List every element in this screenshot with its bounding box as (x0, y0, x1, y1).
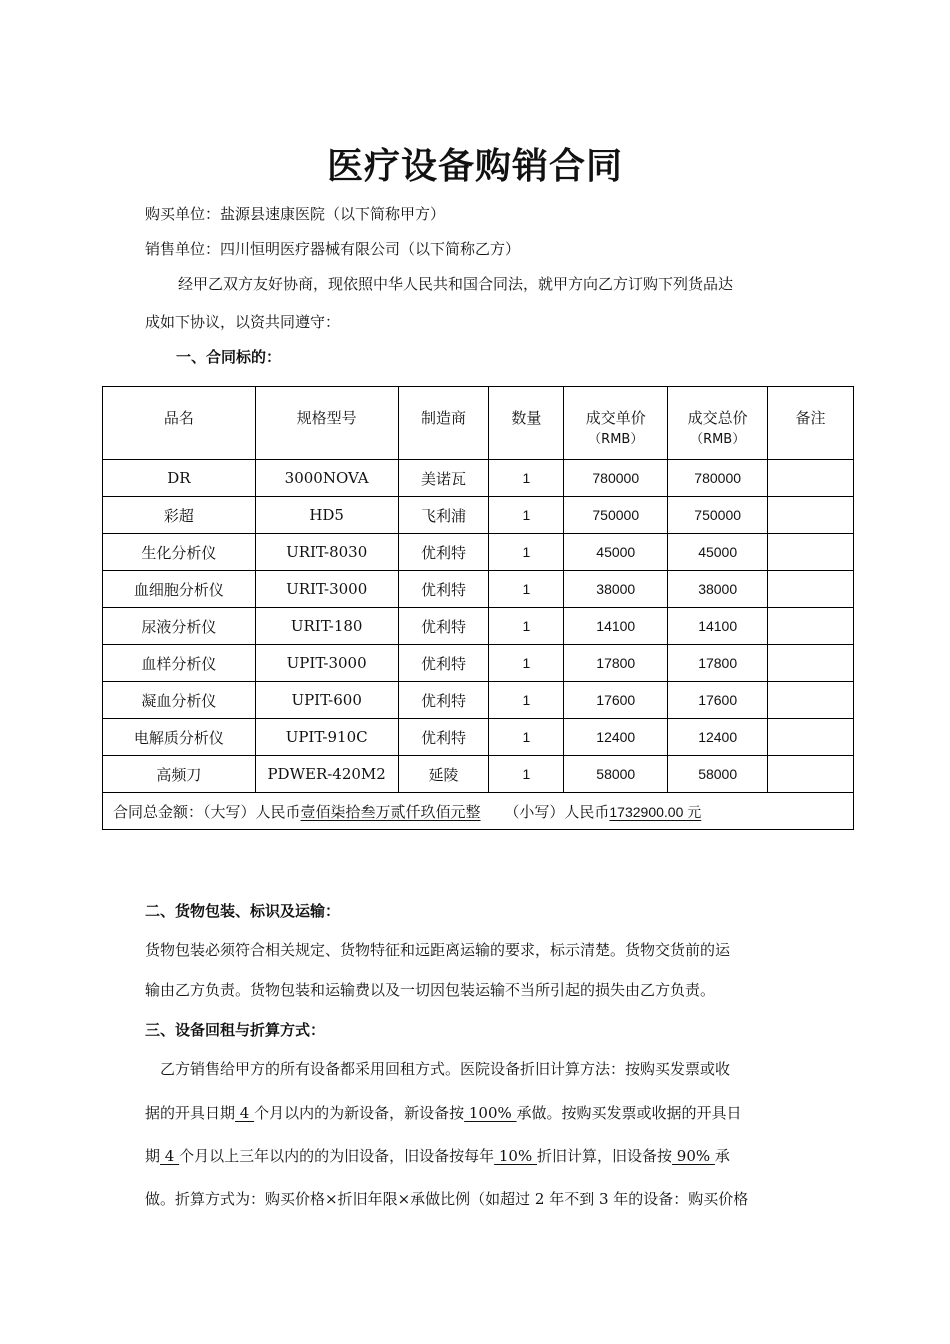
cell-model: URIT-3000 (255, 571, 398, 608)
intro-line-2: 成如下协议，以资共同遵守： (145, 313, 341, 331)
cell-remark (768, 645, 854, 682)
cell-remark (768, 756, 854, 793)
table-row (103, 719, 854, 756)
section-3-heading: 三、设备回租与折算方式： (145, 1021, 326, 1039)
cell-name: DR (103, 460, 256, 497)
section-3-line-1: 乙方销售给甲方的所有设备都采用回租方式。医院设备折旧计算方法：按购买发票或收 (160, 1060, 731, 1078)
section-3-line-3 (145, 1145, 730, 1166)
section-2-heading: 二、货物包装、标识及运输： (145, 902, 341, 920)
total-cell (103, 793, 854, 830)
cell-name: 生化分析仪 (103, 534, 256, 571)
cell-name: 凝血分析仪 (103, 682, 256, 719)
total-small-label: （小写）人民币 (504, 802, 610, 821)
cell-model: UPIT-910C (255, 719, 398, 756)
cell-total-price: 38000 (668, 571, 768, 608)
cell-total-price: 45000 (668, 534, 768, 571)
cell-name: 彩超 (103, 497, 256, 534)
table-row (103, 645, 854, 682)
cell-maker: 优利特 (398, 571, 489, 608)
cell-model: 3000NOVA (255, 460, 398, 497)
intro-line-1: 经甲乙双方友好协商，现依照中华人民共和国合同法，就甲方向乙方订购下列货品达 (178, 275, 734, 293)
cell-name: 高频刀 (103, 756, 256, 793)
cell-total-price: 12400 (668, 719, 768, 756)
cell-model: UPIT-3000 (255, 645, 398, 682)
document-title: 医疗设备购销合同 (326, 146, 623, 187)
cell-model: UPIT-600 (255, 682, 398, 719)
cell-qty: 1 (489, 756, 564, 793)
new-device-months: 4 (235, 1104, 255, 1122)
table-row (103, 608, 854, 645)
cell-remark (768, 571, 854, 608)
cell-remark (768, 608, 854, 645)
cell-qty: 1 (489, 534, 564, 571)
cell-total-price: 780000 (668, 460, 768, 497)
cell-unit-price: 58000 (564, 756, 668, 793)
section-2-line-1: 货物包装必须符合相关规定、货物特征和远距离运输的要求，标示清楚。货物交货前的运 (145, 941, 731, 959)
cell-remark (768, 497, 854, 534)
cell-name: 血样分析仪 (103, 645, 256, 682)
cell-unit-price: 750000 (564, 497, 668, 534)
table-row (103, 497, 854, 534)
cell-unit-price: 17800 (564, 645, 668, 682)
cell-maker: 美诺瓦 (398, 460, 489, 497)
cell-maker: 优利特 (398, 534, 489, 571)
cell-qty: 1 (489, 608, 564, 645)
cell-name: 尿液分析仪 (103, 608, 256, 645)
table-header-row (103, 387, 854, 460)
cell-unit-price: 17600 (564, 682, 668, 719)
cell-remark (768, 682, 854, 719)
cell-remark (768, 719, 854, 756)
cell-model: PDWER-420M2 (255, 756, 398, 793)
cell-maker: 优利特 (398, 608, 489, 645)
cell-qty: 1 (489, 571, 564, 608)
cell-total-price: 17800 (668, 645, 768, 682)
total-small: 1732900.00 元 (609, 803, 702, 820)
table-row (103, 682, 854, 719)
s3-text-3d: 承 (714, 1147, 730, 1165)
cell-total-price: 17600 (668, 682, 768, 719)
total-row (103, 793, 854, 830)
cell-maker: 飞利浦 (398, 497, 489, 534)
header-remark: 备注 (768, 387, 854, 460)
cell-total-price: 58000 (668, 756, 768, 793)
s3-text-3c: 折旧计算，旧设备按 (537, 1147, 673, 1165)
cell-remark (768, 460, 854, 497)
s3-text-3a: 期 (145, 1147, 161, 1165)
cell-unit-price: 45000 (564, 534, 668, 571)
section-3-line-4: 做。折算方式为：购买价格×折旧年限×承做比例（如超过 2 年不到 3 年的设备：购买价格 (145, 1190, 749, 1208)
cell-model: HD5 (255, 497, 398, 534)
cell-maker: 优利特 (398, 645, 489, 682)
cell-unit-price: 14100 (564, 608, 668, 645)
header-total-price-currency: （RMB） (690, 432, 746, 447)
s3-text-3b: 个月以上三年以内的的为旧设备，旧设备按每年 (179, 1147, 495, 1165)
depreciation-rate: 10% (494, 1147, 538, 1165)
cell-maker: 优利特 (398, 719, 489, 756)
cell-qty: 1 (489, 719, 564, 756)
section-1-heading: 一、合同标的： (176, 348, 282, 366)
goods-table (102, 386, 854, 830)
cell-qty: 1 (489, 460, 564, 497)
table-row (103, 571, 854, 608)
table-row (103, 534, 854, 571)
old-device-months: 4 (160, 1147, 180, 1165)
header-unit-price-label: 成交单价 (585, 409, 646, 427)
table-row (103, 460, 854, 497)
cell-maker: 优利特 (398, 682, 489, 719)
cell-model: URIT-8030 (255, 534, 398, 571)
buyer-line: 购买单位：盐源县速康医院（以下简称甲方） (145, 205, 446, 223)
s3-text-2c: 承做。按购买发票或收据的开具日 (516, 1104, 742, 1122)
cell-name: 血细胞分析仪 (103, 571, 256, 608)
header-total-price-label: 成交总价 (687, 409, 748, 427)
cell-total-price: 750000 (668, 497, 768, 534)
old-device-ratio: 90% (672, 1147, 715, 1165)
cell-unit-price: 38000 (564, 571, 668, 608)
total-label: 合同总金额：（大写）人民币 (113, 802, 301, 821)
cell-model: URIT-180 (255, 608, 398, 645)
seller-line: 销售单位：四川恒明医疗器械有限公司（以下简称乙方） (145, 240, 521, 258)
section-3-line-2 (145, 1102, 742, 1123)
table-row (103, 756, 854, 793)
cell-qty: 1 (489, 497, 564, 534)
cell-unit-price: 12400 (564, 719, 668, 756)
header-unit-price-currency: （RMB） (588, 432, 644, 447)
cell-remark (768, 534, 854, 571)
header-maker: 制造商 (398, 387, 489, 460)
s3-text-2a: 据的开具日期 (145, 1104, 236, 1122)
cell-qty: 1 (489, 682, 564, 719)
section-2-line-2: 输由乙方负责。货物包装和运输费以及一切因包装运输不当所引起的损失由乙方负责。 (145, 981, 716, 999)
header-unit-price (564, 387, 668, 460)
cell-name: 电解质分析仪 (103, 719, 256, 756)
s3-text-2b: 个月以内的为新设备，新设备按 (254, 1104, 465, 1122)
total-upper: 壹佰柒拾叁万贰仟玖佰元整 (300, 802, 481, 821)
cell-total-price: 14100 (668, 608, 768, 645)
cell-qty: 1 (489, 645, 564, 682)
header-qty: 数量 (489, 387, 564, 460)
cell-maker: 延陵 (398, 756, 489, 793)
header-model: 规格型号 (255, 387, 398, 460)
header-total-price (668, 387, 768, 460)
header-name: 品名 (103, 387, 256, 460)
cell-unit-price: 780000 (564, 460, 668, 497)
new-device-ratio: 100% (464, 1104, 517, 1122)
